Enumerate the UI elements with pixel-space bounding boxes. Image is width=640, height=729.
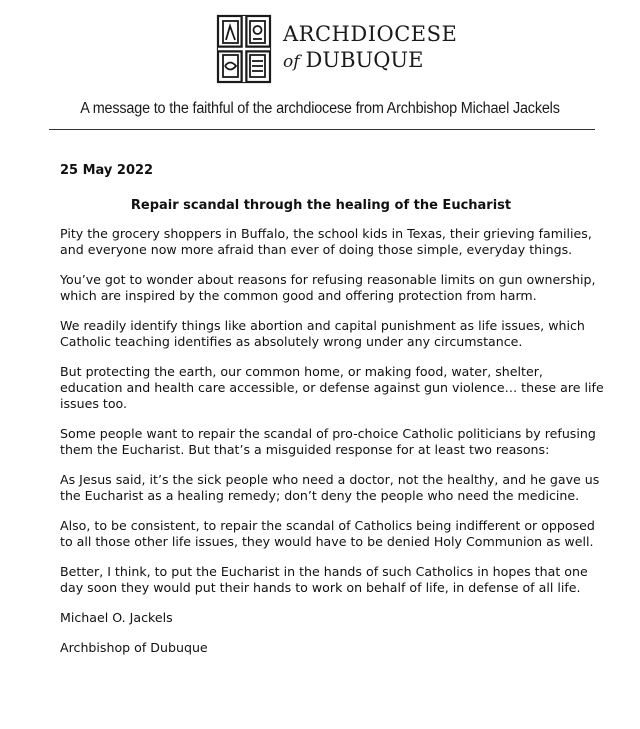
letter-paragraph: We readily identify things like abortion and capital punishment as life issues, which Catholic teaching identifies as absolutely wrong under any circumstance. <box>60 318 585 349</box>
letter-paragraph: Some people want to repair the scandal of pro-choice Catholic politicians by refusing them the Eucharist. But that’s a misguided response for at least two reasons: <box>60 426 596 457</box>
letter-title: Repair scandal through the healing of the Eucharist <box>130 198 512 213</box>
letterhead-message: A message to the faithful of the archdiocese from Archbishop Michael Jackels <box>80 100 560 117</box>
cross-emblem-icon <box>216 14 272 84</box>
letterhead <box>0 10 640 90</box>
letter-paragraph: Pity the grocery shoppers in Buffalo, the school kids in Texas, their grieving families, and everyone now more afraid than ever of doing those simple, everyday things. <box>60 226 592 257</box>
signature-title: Archbishop of Dubuque <box>60 640 208 655</box>
signature-name: Michael O. Jackels <box>60 610 173 625</box>
letter-body <box>60 163 608 656</box>
header-divider <box>49 129 595 130</box>
letter-paragraph: You’ve got to wonder about reasons for refusing reasonable limits on gun ownership, which are inspired by the common good and offering protection from harm. <box>60 272 596 303</box>
letter-paragraph: But protecting the earth, our common home, or making food, water, shelter, education and health care accessible, or defense against gun violence… these are life issues too. <box>60 364 604 411</box>
org-name-line2 <box>283 48 423 72</box>
org-name-dubuque: DUBUQUE <box>305 48 424 72</box>
letter-paragraph: Better, I think, to put the Eucharist in the hands of such Catholics in hopes that one day soon they would put their hands to work on behalf of life, in defense of all life. <box>60 564 588 595</box>
org-name-of: of <box>283 52 300 72</box>
letter-date: 25 May 2022 <box>60 163 154 178</box>
letter-paragraph: Also, to be consistent, to repair the scandal of Catholics being indifferent or opposed to all those other life issues, they would have to be denied Holy Communion as well. <box>60 518 595 549</box>
letter-paragraph: As Jesus said, it’s the sick people who need a doctor, not the healthy, and he gave us the Eucharist as a healing remedy; don’t deny the people who need the medicine. <box>60 472 600 503</box>
org-name-line1: ARCHDIOCESE <box>283 22 458 46</box>
